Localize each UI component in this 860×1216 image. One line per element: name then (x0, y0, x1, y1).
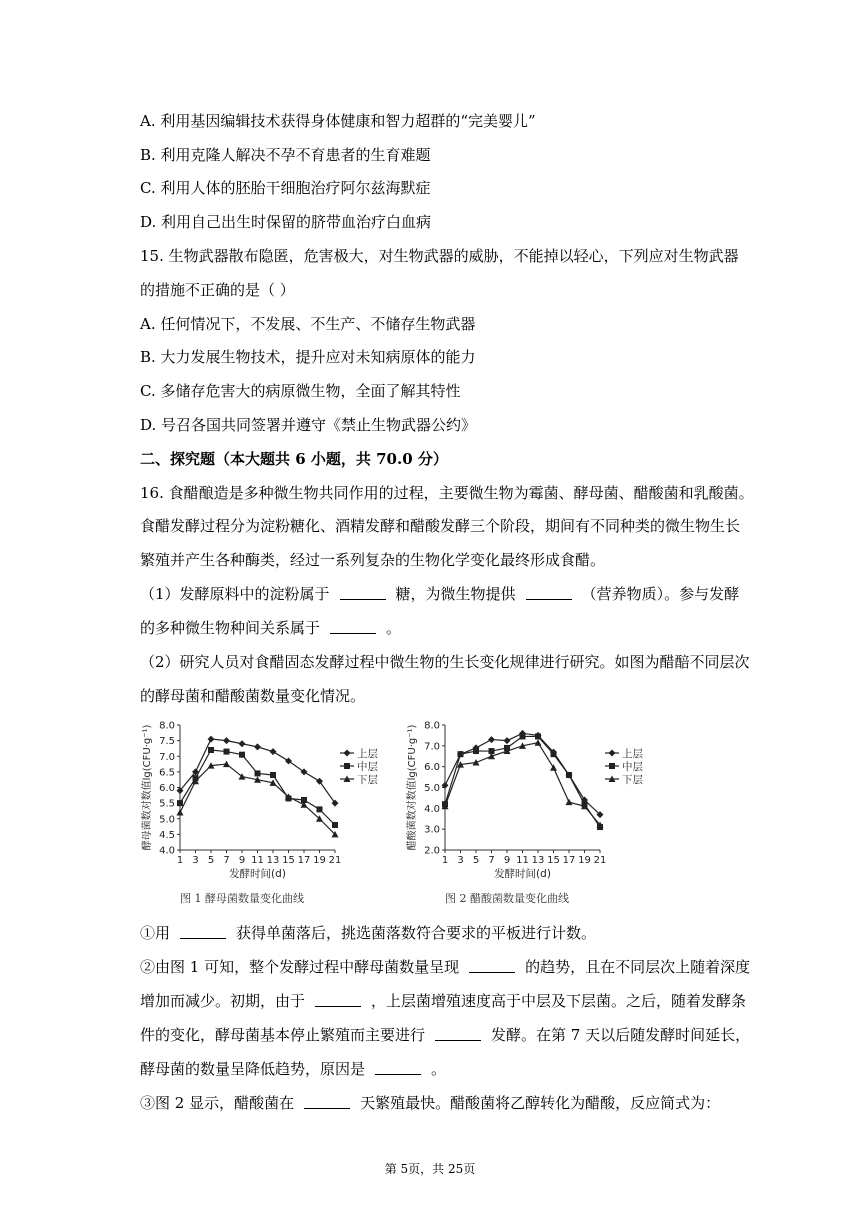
x-tick-label: 3 (457, 855, 464, 866)
data-point (224, 749, 230, 755)
x-tick-label: 3 (192, 855, 199, 866)
q15-option-b: B. 大力发展生物技术，提升应对未知病原体的能力 (140, 348, 476, 366)
q14-option-c: C. 利用人体的胚胎干细胞治疗阿尔兹海默症 (140, 179, 431, 197)
x-axis-label: 发酵时间(d) (494, 868, 551, 880)
x-tick-label: 5 (207, 855, 215, 866)
y-tick-label: 6.0 (159, 783, 175, 794)
q16-sub2-text-h: 。 (431, 1060, 447, 1078)
x-tick-label: 19 (578, 855, 591, 866)
y-tick-label: 5.0 (424, 783, 440, 794)
x-tick-label: 15 (282, 855, 295, 866)
answer-blank[interactable] (526, 585, 572, 600)
q16-sub2-text-g: 酵母菌的数量呈降低趋势，原因是 (140, 1060, 366, 1078)
legend-label: 中层 (357, 761, 378, 773)
q16-sub1 (140, 922, 596, 944)
x-tick-label: 5 (472, 855, 480, 866)
data-point (208, 736, 215, 743)
answer-blank[interactable] (304, 1094, 350, 1109)
q16-sub2-text-d: ，上层菌增殖速度高于中层及下层菌。之后，随着发酵条 (371, 992, 747, 1010)
answer-blank[interactable] (340, 585, 386, 600)
q16-sub3-text-a: ③图 2 显示，醋酸菌在 (140, 1094, 295, 1112)
answer-blank[interactable] (435, 1026, 481, 1041)
q16-part1-line1 (140, 583, 739, 605)
data-point (473, 748, 479, 754)
q16-part2-line2: 的酵母菌和醋酸菌数量变化情况。 (140, 687, 366, 705)
y-tick-label: 8.0 (159, 720, 175, 732)
q16-sub2-line1 (140, 956, 750, 978)
data-point (458, 751, 464, 757)
answer-blank[interactable] (180, 924, 226, 939)
y-tick-label: 5.5 (159, 798, 175, 810)
q15-stem-line2: 的措施不正确的是（ ） (140, 281, 295, 299)
q16-sub2-text-b: 的趋势，且在不同层次上随着深度 (525, 958, 751, 976)
y-tick-label: 6.5 (159, 767, 175, 779)
y-tick-label: 2.0 (424, 845, 440, 857)
q14-option-b: B. 利用克隆人解决不孕不育患者的生育难题 (140, 146, 431, 164)
q16-part1-text-c: （营养物质）。参与发酵 (581, 585, 740, 603)
acetic-bacteria-count-chart (405, 715, 665, 885)
y-tick-label: 7.5 (159, 736, 175, 748)
data-point (535, 733, 541, 739)
data-point (566, 799, 573, 806)
q16-sub2-line2 (140, 990, 746, 1012)
q15-stem-line1: 15. 生物武器散布隐匿，危害极大，对生物武器的威胁，不能掉以轻心，下列应对生物武器 (140, 247, 739, 265)
x-tick-label: 21 (593, 855, 607, 866)
q15-option-d: D. 号召各国共同签署并遵守《禁止生物武器公约》 (140, 416, 477, 434)
q15-option-c: C. 多储存危害大的病原微生物，全面了解其特性 (140, 382, 461, 400)
q16-part2-line1: （2）研究人员对食醋固态发酵过程中微生物的生长变化规律进行研究。如图为醋醅不同层次 (140, 653, 750, 671)
q16-sub1-text-b: 获得单菌落后，挑选菌落数符合要求的平板进行计数。 (236, 924, 597, 942)
q16-sub2-text-a: ②由图 1 可知，整个发酵过程中酵母菌数量呈现 (140, 958, 460, 976)
y-tick-label: 4.0 (424, 803, 440, 815)
section-title: 二、探究题（本大题共 6 小题，共 70.0 分） (140, 450, 448, 468)
data-point (332, 822, 338, 828)
y-tick-label: 3.0 (424, 824, 440, 836)
data-point (177, 809, 184, 816)
series-line-中层 (180, 750, 335, 825)
x-tick-label: 17 (562, 855, 576, 866)
y-axis-label: 酵母菌数对数值lg(CFU·g⁻¹) (142, 724, 153, 851)
q15-option-a: A. 任何情况下，不发展、不生产、不储存生物武器 (140, 315, 476, 333)
x-tick-label: 1 (176, 855, 184, 866)
legend-label: 下层 (622, 774, 643, 786)
q16-sub1-text-a: ①用 (140, 924, 171, 942)
q16-intro-line1: 16. 食醋酿造是多种微生物共同作用的过程，主要微生物为霉菌、酵母菌、醋酸菌和乳酸菌。 (140, 484, 754, 502)
q16-part1-text-a: （1）发酵原料中的淀粉属于 (140, 585, 330, 603)
x-tick-label: 13 (266, 855, 280, 866)
answer-blank[interactable] (469, 958, 515, 973)
y-tick-label: 5.0 (159, 814, 175, 826)
answer-blank[interactable] (330, 619, 376, 634)
series-line-下层 (445, 743, 600, 825)
q16-sub2-text-c: 增加而减少。初期，由于 (140, 992, 306, 1010)
x-tick-label: 7 (223, 855, 230, 866)
data-point (566, 772, 572, 778)
x-tick-label: 11 (251, 855, 264, 866)
q14-option-a: A. 利用基因编辑技术获得身体健康和智力超群的“完美婴儿” (140, 112, 536, 130)
legend-label: 上层 (622, 748, 643, 760)
series-line-中层 (445, 736, 600, 827)
answer-blank[interactable] (315, 992, 361, 1007)
q16-intro-line3: 繁殖并产生各种酶类，经过一系列复杂的生物化学变化最终形成食醋。 (140, 551, 606, 569)
data-point (504, 737, 511, 744)
q16-part1-text-d: 的多种微生物种间关系属于 (140, 619, 321, 637)
data-point (255, 770, 261, 776)
q16-sub2-text-e: 件的变化，酵母菌基本停止繁殖而主要进行 (140, 1026, 426, 1044)
x-tick-label: 15 (547, 855, 560, 866)
yeast-count-chart (140, 715, 400, 885)
y-tick-label: 4.0 (159, 845, 175, 857)
data-point (270, 748, 277, 755)
data-point (535, 739, 542, 746)
data-point (488, 736, 495, 743)
x-tick-label: 9 (503, 855, 511, 866)
data-point (254, 743, 261, 750)
data-point (177, 800, 183, 806)
page-footer: 第 5页，共 25页 (384, 1162, 476, 1176)
data-point (550, 764, 557, 771)
answer-blank[interactable] (375, 1060, 421, 1075)
x-tick-label: 9 (238, 855, 246, 866)
y-tick-label: 7.0 (159, 751, 175, 763)
legend-marker (609, 750, 616, 757)
q16-sub2-text-f: 发酵。在第 7 天以后随发酵时间延长， (491, 1026, 751, 1044)
data-point (223, 737, 230, 744)
data-point (239, 752, 245, 758)
q14-option-d: D. 利用自己出生时保留的脐带血治疗白血病 (140, 213, 432, 231)
legend-marker (344, 763, 350, 769)
figure2-caption: 图 2 醋酸菌数量变化曲线 (445, 892, 569, 905)
legend-marker (344, 750, 351, 757)
data-point (270, 772, 276, 778)
x-tick-label: 11 (516, 855, 529, 866)
y-tick-label: 8.0 (424, 720, 440, 732)
y-tick-label: 7.0 (424, 741, 440, 753)
figure1-caption: 图 1 酵母菌数量变化曲线 (180, 892, 304, 905)
q16-sub3 (140, 1092, 720, 1114)
q16-sub2-line3 (140, 1024, 750, 1046)
y-axis-label: 醋酸菌数对数值lg(CFU·g⁻¹) (407, 724, 418, 851)
data-point (520, 733, 526, 739)
x-tick-label: 19 (313, 855, 326, 866)
legend-label: 中层 (622, 761, 643, 773)
x-tick-label: 17 (297, 855, 311, 866)
legend-label: 下层 (357, 774, 378, 786)
y-tick-label: 6.0 (424, 762, 440, 774)
x-tick-label: 1 (441, 855, 449, 866)
q16-part1-line2 (140, 617, 401, 639)
data-point (551, 751, 557, 757)
data-point (208, 747, 214, 753)
legend-label: 上层 (357, 748, 378, 760)
q16-part1-text-b: 糖，为微生物提供 (395, 585, 516, 603)
q16-intro-line2: 食醋发酵过程分为淀粉糖化、酒精发酵和醋酸发酵三个阶段，期间有不同种类的微生物生长 (140, 517, 741, 535)
x-tick-label: 13 (531, 855, 545, 866)
q16-sub3-text-b: 天繁殖最快。醋酸菌将乙醇转化为醋酸，反应简式为： (360, 1094, 721, 1112)
x-axis-label: 发酵时间(d) (229, 868, 286, 880)
data-point (317, 806, 323, 812)
q16-sub2-line4 (140, 1058, 446, 1080)
q16-part1-text-e: 。 (386, 619, 402, 637)
data-point (239, 740, 246, 747)
legend-marker (609, 763, 615, 769)
y-tick-label: 4.5 (159, 829, 175, 841)
x-tick-label: 21 (328, 855, 342, 866)
x-tick-label: 7 (488, 855, 495, 866)
